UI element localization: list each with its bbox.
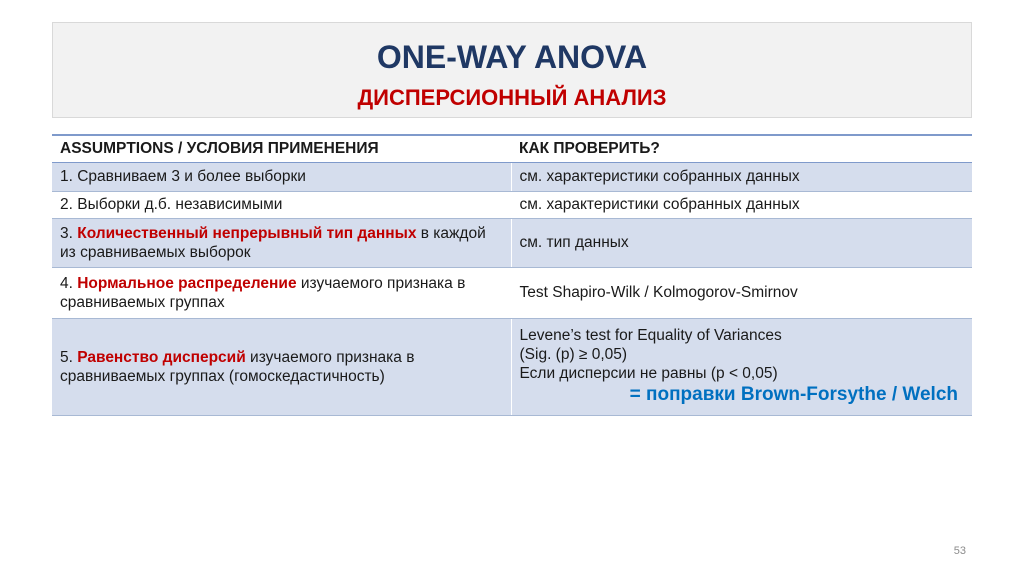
assumption-cell xyxy=(52,218,511,267)
check-line: (Sig. (p) ≥ 0,05) xyxy=(519,346,628,363)
assumption-cell xyxy=(52,318,511,415)
check-cell: см. тип данных xyxy=(511,218,972,267)
assumption-highlight: Количественный непрерывный тип данных xyxy=(77,224,417,242)
assumption-prefix: 4. xyxy=(60,274,78,292)
check-cell: Test Shapiro-Wilk / Kolmogorov-Smirnov xyxy=(511,267,972,318)
assumption-suffix: изучаемого признака в сравниваемых группах xyxy=(60,274,466,311)
header-assumptions: ASSUMPTIONS / УСЛОВИЯ ПРИМЕНЕНИЯ xyxy=(52,135,511,162)
table-row xyxy=(52,191,972,218)
assumption-suffix: в каждой из сравниваемых выборок xyxy=(60,224,486,261)
table-row xyxy=(52,162,972,191)
slide-subtitle: ДИСПЕРСИОННЫЙ АНАЛИЗ xyxy=(357,85,667,110)
table-row xyxy=(52,318,972,415)
table-row xyxy=(52,267,972,318)
assumption-prefix: 3. xyxy=(60,224,78,242)
assumption-prefix: 5. xyxy=(60,348,78,366)
assumption-cell xyxy=(52,267,511,318)
assumption-cell: 1. Сравниваем 3 и более выборки xyxy=(52,162,511,191)
slide-title: ONE-WAY ANOVA xyxy=(376,39,648,75)
assumption-highlight: Нормальное распределение xyxy=(77,274,297,292)
correction-note: = поправки Brown-Forsythe / Welch xyxy=(629,384,958,405)
table-header-row xyxy=(52,135,972,162)
header-how-to-check: КАК ПРОВЕРИТЬ? xyxy=(511,135,972,162)
check-cell xyxy=(511,318,972,415)
check-cell: см. характеристики собранных данных xyxy=(511,191,972,218)
assumptions-table xyxy=(52,134,972,416)
title-box xyxy=(52,22,972,118)
check-cell: см. характеристики собранных данных xyxy=(511,162,972,191)
page-number: 53 xyxy=(953,545,966,557)
check-line: Если дисперсии не равны (p < 0,05) xyxy=(519,365,778,382)
assumption-suffix: изучаемого признака в сравниваемых группах (гомоскедастичность) xyxy=(60,348,415,385)
assumption-highlight: Равенство дисперсий xyxy=(77,348,246,366)
assumption-cell: 2. Выборки д.б. независимыми xyxy=(52,191,511,218)
table-row xyxy=(52,218,972,267)
check-line: Levene’s test for Equality of Variances xyxy=(519,327,782,344)
